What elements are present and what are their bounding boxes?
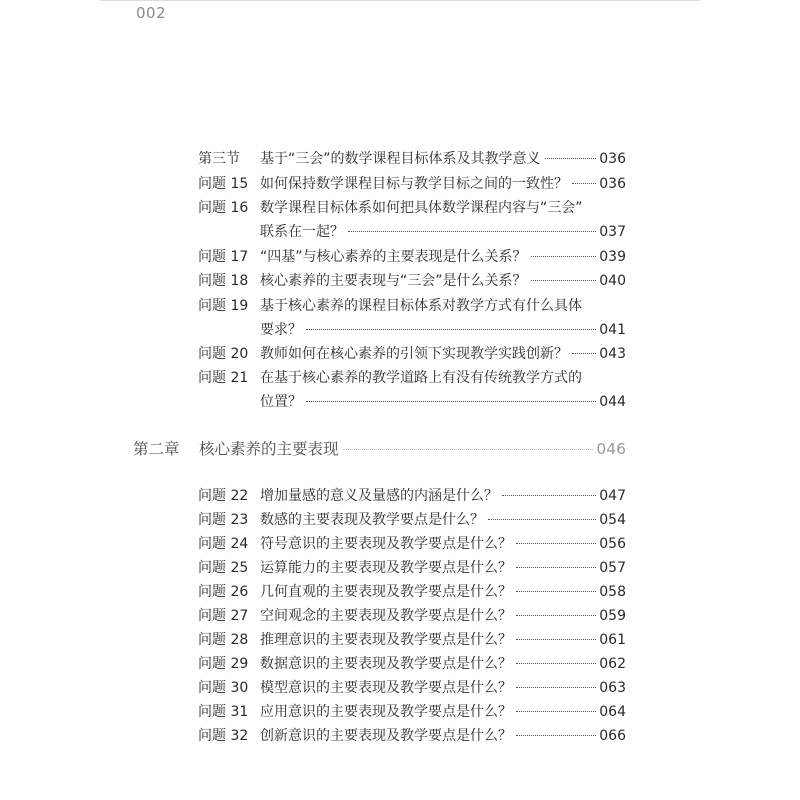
section-label: 第三节 xyxy=(198,151,240,167)
toc-question-16-continuation[interactable] xyxy=(260,220,626,244)
chapter-page-number: 046 xyxy=(596,440,626,458)
toc-question-27[interactable] xyxy=(198,604,626,628)
question-label: 问题 25 xyxy=(198,560,249,576)
question-page-number: 036 xyxy=(599,176,626,192)
leader-dots xyxy=(516,614,596,616)
toc-question-17[interactable] xyxy=(198,245,626,269)
question-title: “四基”与核心素养的主要表现是什么关系？ xyxy=(260,249,527,265)
question-page-number: 044 xyxy=(599,394,626,410)
toc-question-20[interactable] xyxy=(198,342,626,366)
chapter-title: 核心素养的主要表现 xyxy=(199,440,339,458)
question-label: 问题 18 xyxy=(198,273,249,289)
leader-dots xyxy=(572,182,596,184)
leader-dots xyxy=(348,230,596,232)
question-label: 问题 29 xyxy=(198,656,249,672)
toc-question-28[interactable] xyxy=(198,628,626,652)
question-title: 几何直观的主要表现及教学要点是什么？ xyxy=(260,584,512,600)
question-title: 模型意识的主要表现及教学要点是什么？ xyxy=(260,680,512,696)
question-title-continuation: 位置？ xyxy=(260,394,302,410)
chapter-label: 第二章 xyxy=(133,440,180,458)
question-page-number: 066 xyxy=(599,728,626,744)
toc-question-26[interactable] xyxy=(198,580,626,604)
leader-dots xyxy=(572,352,596,354)
toc-question-18[interactable] xyxy=(198,269,626,293)
toc-question-21-continuation[interactable] xyxy=(260,390,626,414)
question-title: 空间观念的主要表现及教学要点是什么？ xyxy=(260,608,512,624)
question-title: 推理意识的主要表现及教学要点是什么？ xyxy=(260,632,512,648)
toc-chapter-entry[interactable] xyxy=(133,437,626,461)
question-page-number: 043 xyxy=(599,346,626,362)
question-label: 问题 26 xyxy=(198,584,249,600)
toc-question-29[interactable] xyxy=(198,652,626,676)
question-title: 数据意识的主要表现及教学要点是什么？ xyxy=(260,656,512,672)
leader-dots xyxy=(516,686,596,688)
question-page-number: 059 xyxy=(599,608,626,624)
question-title: 应用意识的主要表现及教学要点是什么？ xyxy=(260,704,512,720)
toc-question-21[interactable] xyxy=(198,366,626,390)
toc-question-32[interactable] xyxy=(198,724,626,748)
leader-dots xyxy=(531,279,597,281)
question-title: 符号意识的主要表现及教学要点是什么？ xyxy=(260,536,512,552)
leader-dots xyxy=(502,494,596,496)
question-title: 教师如何在核心素养的引领下实现教学实践创新？ xyxy=(260,346,568,362)
top-rule xyxy=(100,0,700,1)
question-label: 问题 24 xyxy=(198,536,249,552)
leader-dots xyxy=(545,157,597,159)
leader-dots xyxy=(306,328,596,330)
toc-question-23[interactable] xyxy=(198,508,626,532)
question-label: 问题 32 xyxy=(198,728,249,744)
toc-question-15[interactable] xyxy=(198,172,626,196)
question-title-continuation: 联系在一起？ xyxy=(260,224,344,240)
question-title: 如何保持数学课程目标与教学目标之间的一致性？ xyxy=(260,176,568,192)
leader-dots xyxy=(516,566,596,568)
leader-dots xyxy=(488,518,596,520)
section-title: 基于“三会”的数学课程目标体系及其教学意义 xyxy=(260,151,541,167)
question-label: 问题 22 xyxy=(198,488,249,504)
question-title: 增加量感的意义及量感的内涵是什么？ xyxy=(260,488,498,504)
question-page-number: 063 xyxy=(599,680,626,696)
leader-dots xyxy=(343,448,594,450)
page-number: 002 xyxy=(136,4,167,22)
section-page-number: 036 xyxy=(599,151,626,167)
question-label: 问题 17 xyxy=(198,249,249,265)
question-label: 问题 31 xyxy=(198,704,249,720)
leader-dots xyxy=(516,734,596,736)
leader-dots xyxy=(531,255,597,257)
question-label: 问题 19 xyxy=(198,298,249,314)
question-title: 在基于核心素养的教学道路上有没有传统教学方式的 xyxy=(260,370,582,386)
toc-question-31[interactable] xyxy=(198,700,626,724)
question-label: 问题 15 xyxy=(198,176,249,192)
question-page-number: 047 xyxy=(599,488,626,504)
leader-dots xyxy=(516,662,596,664)
question-title: 创新意识的主要表现及教学要点是什么？ xyxy=(260,728,512,744)
question-title: 运算能力的主要表现及教学要点是什么？ xyxy=(260,560,512,576)
question-title: 数感的主要表现及教学要点是什么？ xyxy=(260,512,484,528)
toc-question-19-continuation[interactable] xyxy=(260,318,626,342)
toc-question-30[interactable] xyxy=(198,676,626,700)
question-page-number: 058 xyxy=(599,584,626,600)
leader-dots xyxy=(306,400,596,402)
question-label: 问题 27 xyxy=(198,608,249,624)
toc-question-24[interactable] xyxy=(198,532,626,556)
question-page-number: 041 xyxy=(599,322,626,338)
question-page-number: 039 xyxy=(599,249,626,265)
leader-dots xyxy=(516,590,596,592)
question-label: 问题 20 xyxy=(198,346,249,362)
question-page-number: 040 xyxy=(599,273,626,289)
question-label: 问题 30 xyxy=(198,680,249,696)
toc-question-19[interactable] xyxy=(198,294,626,318)
question-title: 基于核心素养的课程目标体系对教学方式有什么具体 xyxy=(260,298,582,314)
question-page-number: 057 xyxy=(599,560,626,576)
question-label: 问题 23 xyxy=(198,512,249,528)
question-page-number: 062 xyxy=(599,656,626,672)
question-title-continuation: 要求？ xyxy=(260,322,302,338)
question-label: 问题 16 xyxy=(198,200,249,216)
question-label: 问题 28 xyxy=(198,632,249,648)
leader-dots xyxy=(516,638,596,640)
leader-dots xyxy=(516,542,596,544)
toc-question-22[interactable] xyxy=(198,484,626,508)
toc-section-entry[interactable] xyxy=(198,147,626,171)
toc-question-16[interactable] xyxy=(198,196,626,220)
question-title: 核心素养的主要表现与“三会”是什么关系？ xyxy=(260,273,527,289)
toc-question-25[interactable] xyxy=(198,556,626,580)
question-page-number: 054 xyxy=(599,512,626,528)
question-page-number: 061 xyxy=(599,632,626,648)
question-label: 问题 21 xyxy=(198,370,249,386)
question-page-number: 056 xyxy=(599,536,626,552)
question-title: 数学课程目标体系如何把具体数学课程内容与“三会” xyxy=(260,200,583,216)
leader-dots xyxy=(516,710,596,712)
question-page-number: 064 xyxy=(599,704,626,720)
question-page-number: 037 xyxy=(599,224,626,240)
